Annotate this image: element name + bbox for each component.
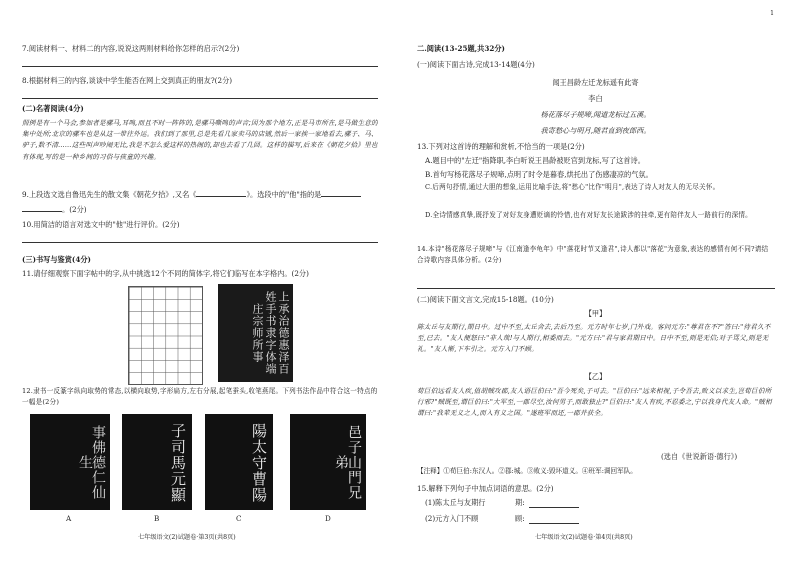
- option-13b[interactable]: B.首句写杨花落尽子规啼,点明了时令是暮春,烘托出了伤感凄凉的气氛。: [425, 170, 653, 179]
- poem-line-2: 我寄愁心与明月,随君直到夜郎西。: [540, 126, 651, 135]
- answer-line: [22, 66, 378, 67]
- calligraphy-option-d[interactable]: [290, 414, 366, 510]
- option-13a[interactable]: A.题目中的"左迁"指降职,李白听说王昌龄被贬官到龙标,写了这首诗。: [425, 156, 645, 165]
- section-heading-reading: 二.阅读(13-25题,共32分): [417, 44, 505, 53]
- subsection-classical: (二)阅读下面文言文,完成15-18题。(10分): [417, 295, 554, 304]
- question-15: 15.解释下列句子中加点词语的意思。(2分): [417, 484, 554, 493]
- page-footer: 七年级语文(2)试题卷·第3页(共8页): [138, 534, 236, 541]
- option-b-text: 子司馬元顯: [169, 423, 187, 503]
- page-footer: 七年级语文(2)试题卷·第4页(共8页): [535, 534, 633, 541]
- subsection-poem: (一)阅读下面古诗,完成13-14题(4分): [417, 60, 535, 69]
- section-heading-calligraphy: (三)书写与鉴赏(4分): [22, 255, 91, 264]
- page-number: 1: [770, 10, 774, 17]
- option-d-label: D: [325, 514, 331, 523]
- answer-line: [22, 98, 378, 99]
- blank-field[interactable]: [196, 196, 246, 197]
- answer-blank[interactable]: [529, 507, 579, 508]
- option-13d[interactable]: D.全诗情感真挚,既抒发了对好友身遭贬谪的怜惜,也有对好友长途跋涉的挂牵,更有陪伴友人一路前行的深情。: [425, 211, 752, 219]
- calligraphy-option-c[interactable]: [205, 414, 273, 510]
- question-9-part-b: 》。选段中的"他"指的是: [246, 190, 322, 199]
- option-13c[interactable]: C.后两句抒情,通过大胆的想象,运用比喻手法,将"愁心"比作"明月",表达了诗人对友人的无尽关怀。: [425, 183, 720, 191]
- question-9-score: [22, 205, 87, 215]
- question-9-part-c: 。(2分): [62, 205, 87, 214]
- question-11: 11.请仔细观察下面字帖中的字,从中挑选12个不同的简体字,将它们临写在本字格内。(2分): [22, 269, 309, 278]
- question-14: 14.本诗"杨花落尽子规啼"与《江南逢李龟年》中"落花时节又逢君",诗人都以"落花"为意象,表达的感情有何不同?请结合诗歌内容具体分析。(2分): [417, 245, 769, 265]
- poem-line-1: 杨花落尽子规啼,闻道龙标过五溪。: [540, 110, 651, 119]
- section-heading-famous-works: (二)名著阅读(4分): [22, 104, 84, 113]
- option-a-text: 事佛德仁仙生: [77, 424, 106, 500]
- poem-title: 闻王昌龄左迁龙标遥有此寄: [552, 78, 639, 87]
- right-page: [397, 0, 794, 561]
- calligraphy-option-b[interactable]: [122, 414, 192, 510]
- calligraphy-option-a[interactable]: [30, 414, 110, 510]
- answer-line: [22, 242, 378, 243]
- question-8: 8.根据材料三的内容,谈谈中学生能否在网上交到真正的朋友?(2分): [22, 76, 233, 85]
- blank-field[interactable]: [321, 196, 361, 197]
- answer-line: [417, 288, 775, 289]
- question-9-part-a: 9.上段选文选自鲁迅先生的散文集《朝花夕拾》,又名《: [22, 190, 197, 199]
- option-c-text: 陽太守曹陽: [250, 423, 268, 503]
- question-12: 12.隶书一反篆字纵向取势的常态,以横向取势,字形扁方,左右分展,起笔蚕头,收笔燕尾。下列书法作品中符合这一特点的一幅是(2分): [22, 387, 378, 407]
- calligraphy-text: 上承治德惠泽百姓手书隶字体端庄宗师所事: [251, 291, 290, 375]
- question-7: 7.阅读材料一、材料二的内容,说说这两则材料给你怎样的启示?(2分): [22, 44, 240, 53]
- question-15-item-2: (2)元方入门不顾: [425, 514, 479, 523]
- answer-blank[interactable]: [529, 523, 579, 524]
- question-9: [22, 190, 361, 200]
- passage-jia: 陈太丘与友期行,期日中。过中不至,太丘舍去,去后乃至。元方时年七岁,门外戏。客问元方:"尊君在不?"答曰:"待君久不至,已去。"友人便怒曰:"非人哉!与人期行,相委而去。"元方曰:"君与家君期日中。日中不至,则是无信;对子骂父,则是无礼。"友人惭,下车引之。元方入门不顾。: [417, 323, 771, 354]
- passage-yi-label: 【乙】: [584, 372, 607, 381]
- question-15-label-2: 顾:: [515, 514, 525, 523]
- annotation-note: 【注释】①荀巨伯:东汉人。②郡:城。③败义:毁坏道义。④班军:调回军队。: [417, 467, 637, 475]
- question-15-item-1: (1)陈太丘与友期行: [425, 498, 486, 507]
- question-13: 13.下列对这首诗的理解和赏析,不恰当的一项是(2分): [417, 142, 585, 151]
- question-10: 10.用简洁的语言对选文中的"他"进行评价。(2分): [22, 220, 180, 229]
- reading-passage: 照例是有一个马会,参加者是骡马,耳鸣,而且不时一阵阵的,是骡马嘶鸣的声音;因为那个地方,正是马市所在,是马做生意的集中处所;北京的骡车也是从这一带往外运。我们到了那里,总是先看几家卖马的店铺,然后一家挨一家地看去,骡子、马、驴子,数不清……这些叫声吵闹无比,我是不怎么爱这样的热闹的,却也去看了几回。这样的描写,后来在《朝花夕拾》里也有体现,写的是一种乡间的习俗与孩童的兴趣。: [22, 119, 378, 161]
- calligraphy-sample: [218, 284, 293, 382]
- writing-grid[interactable]: [128, 286, 203, 385]
- blank-field[interactable]: [22, 211, 62, 212]
- option-a-label: A: [66, 514, 72, 523]
- passage-yi: 荀巨伯远看友人疾,值胡贼攻郡,友人语巨伯曰:"吾今死矣,子可去。"巨伯曰:"远来相视,子令吾去,败义以求生,岂荀巨伯所行邪?"贼既至,谓巨伯曰:"大军至,一郡尽空,汝何男子,而敢独止?"巨伯曰:"友人有疾,不忍委之,宁以我身代友人命。"贼相谓曰:"我辈无义之人,而入有义之国。"遂班军而还,一郡并获全。: [417, 387, 772, 418]
- passage-jia-label: 【甲】: [584, 309, 607, 318]
- passage-source: (选自《世说新语·德行》): [661, 452, 738, 461]
- question-15-label-1: 期:: [515, 498, 525, 507]
- option-b-label: B: [154, 514, 160, 523]
- option-c-label: C: [236, 514, 242, 523]
- poem-author: 李白: [588, 94, 603, 103]
- option-d-text: 邑子山門兄弟: [333, 424, 362, 500]
